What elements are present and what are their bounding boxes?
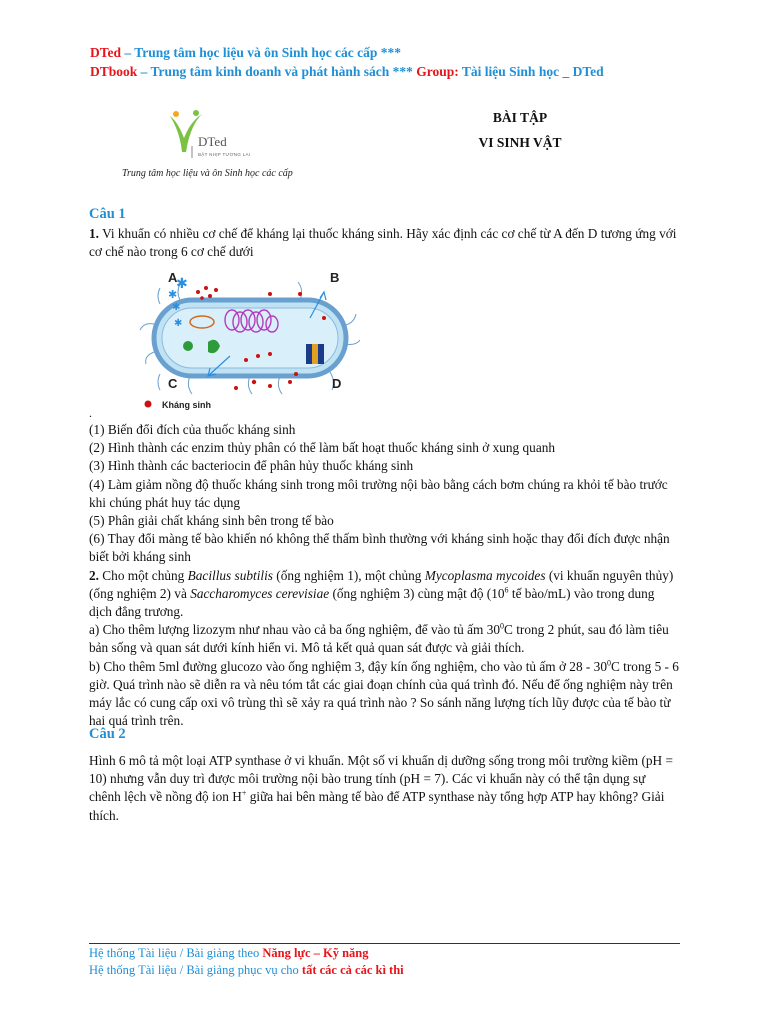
label-c: C — [168, 376, 178, 391]
mechanism-item: (6) Thay đổi màng tế bào khiến nó không thể thấm bình thường với kháng sinh hoặc thay đổi đích được nhận biết bởi kháng sinh — [89, 531, 670, 565]
ion-charge-sup: + — [241, 788, 247, 798]
footer-2-highlight: tất các cả các kì thi — [301, 963, 404, 977]
mechanism-item: (5) Phân giải chất kháng sinh bên trong tế bào — [89, 513, 334, 529]
brand-dted: DTed — [90, 45, 122, 60]
legend-label: Kháng sinh — [162, 400, 211, 410]
mechanism-list — [89, 421, 679, 730]
question-2 — [89, 567, 679, 622]
bacteria-figure — [110, 264, 360, 414]
logo-tagline: BẬT NHỊP TƯƠNG LAI — [198, 152, 251, 157]
q2-text: (ống nghiệm 1), một chủng — [272, 567, 425, 583]
label-a: A — [168, 270, 178, 285]
svg-text:✱: ✱ — [174, 318, 183, 329]
stray-dot: . — [89, 406, 92, 420]
q2-text: Cho một chủng — [98, 567, 188, 583]
logo-text: DTed — [198, 134, 227, 149]
question-2a — [89, 621, 679, 657]
label-d: D — [332, 376, 342, 391]
cau-1-heading: Câu 1 — [89, 206, 126, 222]
svg-text:✱: ✱ — [176, 276, 188, 292]
question-1-text: Vi khuẩn có nhiều cơ chế để kháng lại thuốc kháng sinh. Hãy xác định các cơ chế từ A đến D tương ứng với cơ chế nào trong 6 cơ chế dưới — [89, 226, 677, 260]
mechanism-item: (1) Biến đổi đích của thuốc kháng sinh — [89, 422, 296, 437]
logo-caption: Trung tâm học liệu và ôn Sinh học các cấp — [122, 168, 293, 179]
header-line-1-text: – Trung tâm học liệu và ôn Sinh học các cấp *** — [121, 45, 402, 60]
species-1: Bacillus subtilis — [187, 567, 273, 583]
footer-divider — [89, 943, 680, 944]
cau-2-text — [89, 752, 679, 825]
doc-title-line-2: VI SINH VẬT — [478, 135, 562, 150]
group-label: Group: — [412, 64, 459, 79]
q2-text: tế bào/mL) vào trong dung dịch đẳng trương. — [89, 585, 655, 620]
footer-1-highlight: Năng lực – Kỹ năng — [262, 946, 369, 960]
header-line-2-text: – Trung tâm kinh doanh và phát hành sách *** — [137, 64, 413, 79]
footer-2-prefix: Hệ thống Tài liệu / Bài giảng phục vụ cho — [89, 963, 302, 977]
degree-sup: 0 — [606, 658, 611, 668]
question-1 — [89, 225, 679, 261]
enzyme-green-small — [183, 341, 193, 351]
degree-sup: 0 — [500, 621, 505, 631]
q2b-text: b) Cho thêm 5ml đường glucozo vào ống nghiệm 3, đậy kín ống nghiệm, cho vào tủ ấm ở 28 - 30 — [89, 658, 607, 674]
species-3: Saccharomyces cerevisiae — [190, 585, 330, 601]
efflux-pump — [306, 344, 324, 364]
doc-title-line-1: BÀI TẬP — [492, 110, 548, 125]
mechanism-item: (4) Làm giảm nồng độ thuốc kháng sinh trong môi trường nội bào bằng cách bơm chúng ra khỏi tế bào trước khi chúng phát huy tác dụng — [89, 476, 668, 510]
question-1-number: 1. — [89, 226, 99, 241]
question-2b — [89, 658, 679, 731]
q2a-text: a) Cho thêm lượng lizozym như nhau vào cả ba ống nghiệm, để vào tủ ấm 30 — [89, 622, 501, 638]
footer-1-prefix: Hệ thống Tài liệu / Bài giảng theo — [89, 946, 263, 960]
footer-line-1 — [89, 946, 369, 961]
group-name: Tài liệu Sinh học _ DTed — [458, 64, 604, 79]
q2-text: (vi khuẩn nguyên thủy) (ống nghiệm 2) và — [89, 567, 674, 601]
svg-text:✱: ✱ — [168, 288, 178, 301]
brand-dtbook: DTbook — [90, 64, 138, 79]
cau-2-body: Hình 6 mô tả một loại ATP synthase ở vi khuẩn. Một số vi khuẩn dị dưỡng sống trong môi trường kiềm (pH = 10) nhưng vẫn duy trì được môi trường nội bào trung tính (pH = 7). Các vi khuẩn này có thể tận dụng sự chênh lệch về nồng độ ion H — [89, 753, 673, 805]
density-exponent: 6 — [504, 585, 509, 595]
q2b-text: C trong 5 - 6 giờ. Quá trình nào sẽ diễn ra và nêu tóm tắt các giai đoạn chính của quá trình đó. Nếu để ống nghiệm này trên máy lắc có cung cấp oxi vô trùng thì sẽ xảy ra quá trình nào ? So sánh năng lượng tích lũy được của tế bào từ hai quá trình trên. — [89, 658, 679, 729]
q2a-text: C trong 2 phút, sau đó làm tiêu bản sống và quan sát dưới kính hiển vi. Mô tả kết quả quan sát được và giải thích. — [89, 622, 669, 656]
header-line-1 — [90, 44, 401, 62]
mechanism-item: (2) Hình thành các enzim thủy phân có thể làm bất hoạt thuốc kháng sinh ở xung quanh — [89, 440, 556, 456]
cau-2-body: giữa hai bên màng tế bào để ATP synthase này tổng hợp ATP hay không? Giải thích. — [89, 789, 665, 823]
svg-text:✱: ✱ — [172, 302, 181, 313]
cau-2-heading: Câu 2 — [89, 726, 126, 742]
footer-line-2 — [89, 963, 404, 978]
dted-logo — [160, 108, 270, 166]
species-2: Mycoplasma mycoides — [424, 567, 546, 583]
label-b: B — [330, 270, 340, 285]
question-2-number: 2. — [89, 567, 99, 583]
bacteria-diagram — [110, 264, 360, 414]
q2-text: (ống nghiệm 3) cùng mật độ (10 — [329, 585, 505, 601]
header-line-2 — [90, 63, 604, 81]
mechanism-item: (3) Hình thành các bacteriocin để phân hủy thuốc kháng sinh — [89, 458, 414, 474]
